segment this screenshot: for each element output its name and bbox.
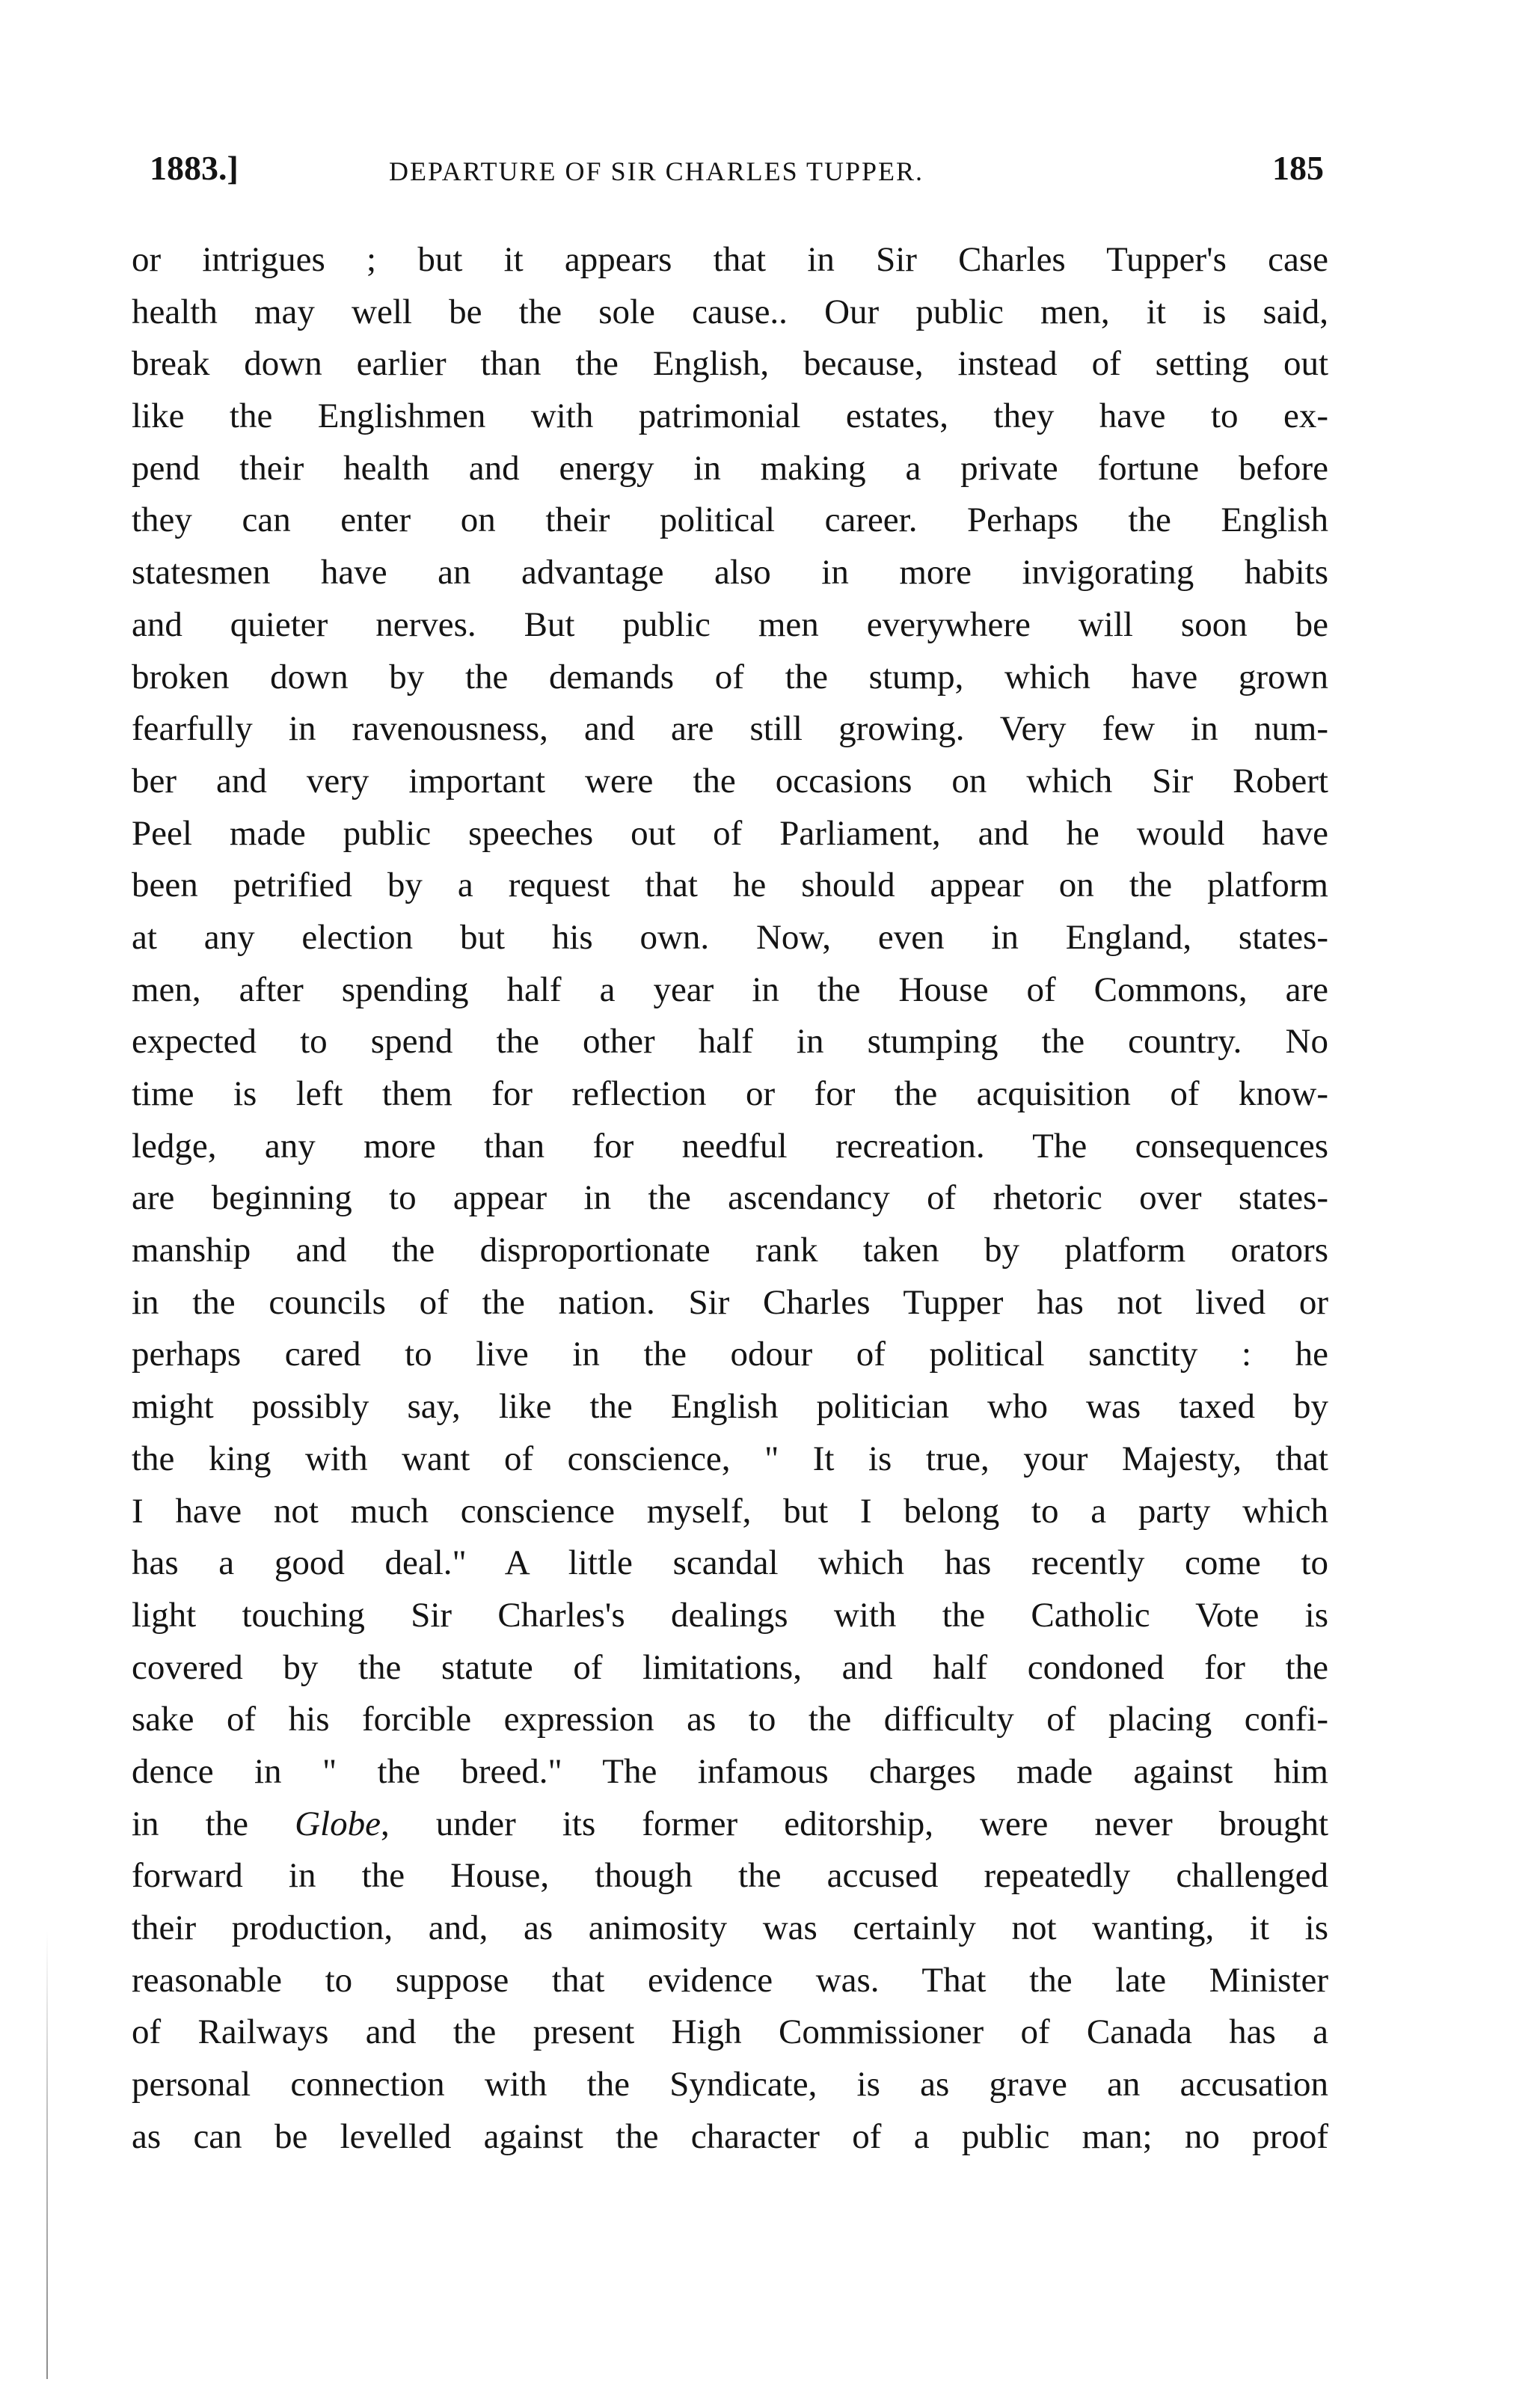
text-line: and quieter nerves. But public men everywhere will soon be — [132, 604, 1328, 644]
text-line: in the councils of the nation. Sir Charles Tupper has not lived or — [132, 1282, 1328, 1322]
text-line: health may well be the sole cause.. Our public men, it is said, — [132, 292, 1328, 331]
text-line: break down earlier than the English, because, instead of setting out — [132, 344, 1328, 384]
header-year: 1883.] — [150, 149, 239, 187]
text-line: forward in the House, though the accused repeatedly challenged — [132, 1856, 1328, 1896]
text-line: time is left them for reflection or for the acquisition of know- — [132, 1074, 1328, 1113]
text-line: men, after spending half a year in the House of Commons, are — [132, 970, 1328, 1009]
text-line: manship and the disproportionate rank taken by platform orators — [132, 1231, 1328, 1270]
text-line: as can be levelled against the character of a public man; no proof — [132, 2116, 1328, 2156]
text-line: sake of his forcible expression as to the difficulty of placing confi- — [132, 1700, 1328, 1739]
text-line: they can enter on their political career. Perhaps the English — [132, 500, 1328, 540]
text-line: in the Globe, under its former editorship, were never brought — [132, 1804, 1328, 1843]
binding-shadow — [46, 1930, 48, 2379]
text-line: statesmen have an advantage also in more invigorating habits — [132, 553, 1328, 593]
text-line: been petrified by a request that he should appear on the platform — [132, 866, 1328, 905]
text-line: or intrigues ; but it appears that in Sir Charles Tupper's case — [132, 240, 1328, 279]
text-line: has a good deal." A little scandal which has recently come to — [132, 1543, 1328, 1583]
text-line: at any election but his own. Now, even in England, states- — [132, 917, 1328, 957]
running-header — [150, 148, 1324, 200]
text-line: personal connection with the Syndicate, is as grave an accusation — [132, 2065, 1328, 2104]
text-line: pend their health and energy in making a private fortune before — [132, 448, 1328, 488]
text-line: ledge, any more than for needful recreation. The consequences — [132, 1126, 1328, 1166]
text-line: of Railways and the present High Commissioner of Canada has a — [132, 2012, 1328, 2052]
text-line: reasonable to suppose that evidence was. That the late Minister — [132, 1960, 1328, 2000]
header-title: DEPARTURE OF SIR CHARLES TUPPER. — [389, 156, 924, 186]
page-number: 185 — [1272, 149, 1324, 187]
text-line: ber and very important were the occasions on which Sir Robert — [132, 761, 1328, 800]
text-line: like the Englishmen with patrimonial estates, they have to ex- — [132, 397, 1328, 436]
text-line: are beginning to appear in the ascendancy of rhetoric over states- — [132, 1178, 1328, 1218]
text-line: might possibly say, like the English politician who was taxed by — [132, 1387, 1328, 1427]
body-text — [132, 234, 1328, 2163]
text-line: perhaps cared to live in the odour of political sanctity : he — [132, 1335, 1328, 1374]
text-line: Peel made public speeches out of Parliament, and he would have — [132, 813, 1328, 853]
text-line: fearfully in ravenousness, and are still growing. Very few in num- — [132, 709, 1328, 749]
text-line: I have not much conscience myself, but I belong to a party which — [132, 1491, 1328, 1531]
text-line: the king with want of conscience, " It is true, your Majesty, that — [132, 1439, 1328, 1478]
text-line: light touching Sir Charles's dealings with the Catholic Vote is — [132, 1595, 1328, 1635]
text-line: dence in " the breed." The infamous charges made against him — [132, 1751, 1328, 1791]
text-line: covered by the statute of limitations, and half condoned for the — [132, 1647, 1328, 1687]
text-line: expected to spend the other half in stumping the country. No — [132, 1022, 1328, 1062]
italic-title: Globe — [295, 1804, 381, 1843]
text-line: their production, and, as animosity was certainly not wanting, it is — [132, 1908, 1328, 1947]
text-line: broken down by the demands of the stump, which have grown — [132, 657, 1328, 696]
